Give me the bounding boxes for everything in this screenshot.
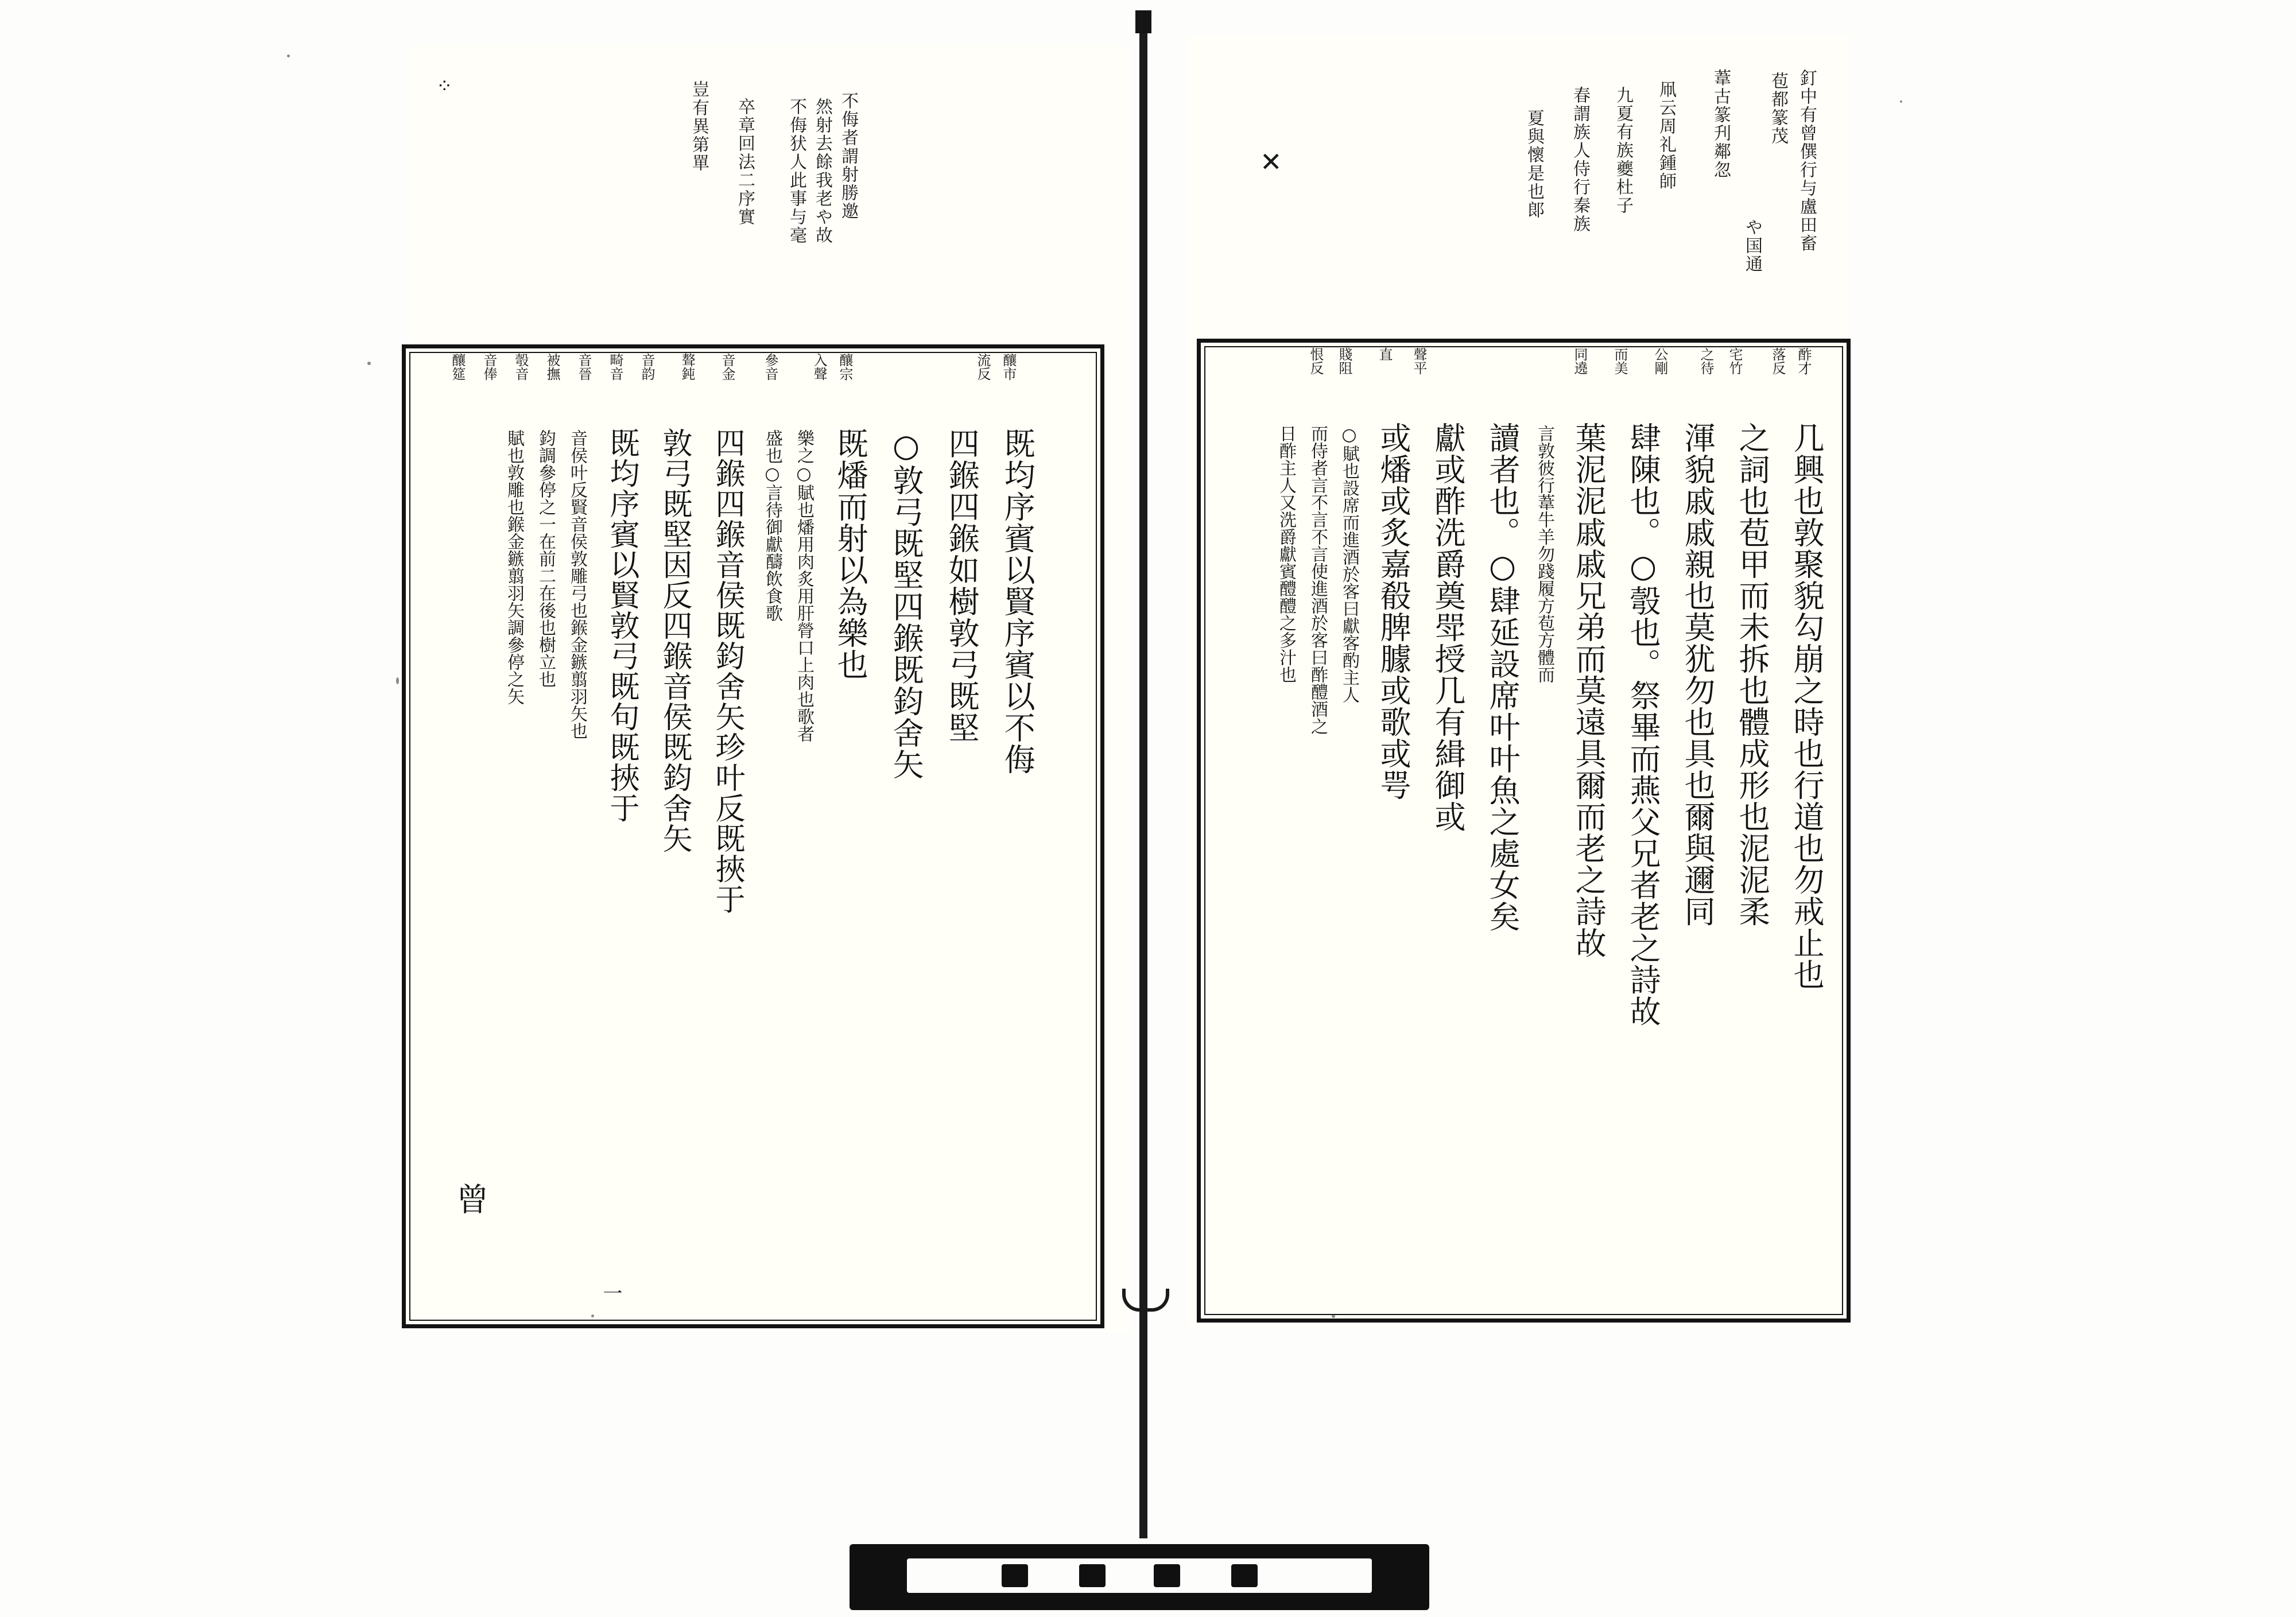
left-head-label-7: 聱鈍	[679, 353, 695, 381]
left-head-label-9: 畸音	[607, 353, 623, 381]
left-column-3: ○敦弓既堅四鍭既鈞舍矢	[888, 428, 925, 780]
left-head-label-2: 流反	[975, 353, 991, 381]
right-margin-note-6: 九夏有族夔杜子	[1613, 86, 1633, 215]
display-stand-base-inner	[907, 1558, 1372, 1593]
left-head-label-11: 被撫	[544, 353, 560, 381]
right-gloss-11: 而侍者言不言不言使進酒於客曰酢醴酒之	[1308, 425, 1328, 735]
left-margin-note-1: 不侮者謂射勝邀	[838, 92, 858, 220]
left-column-8: 敦弓既堅因反四鍭音侯既鈞舍矢	[657, 428, 692, 854]
right-head-label-7: 同遶	[1572, 347, 1588, 375]
right-head-label-3: 宅竹	[1727, 347, 1743, 375]
paper-speck	[367, 362, 371, 365]
base-slot-2	[1079, 1564, 1106, 1587]
base-slot-3	[1154, 1564, 1180, 1587]
right-margin-note-8: 夏與懷是也郞	[1524, 109, 1544, 219]
right-head-label-9: 直	[1376, 347, 1393, 361]
left-gloss-12: 賦也敦雕也鍭金鏃翦羽矢調參停之矢	[504, 429, 524, 705]
right-column-3: 渾貌戚戚親也莫犹勿也具也爾與邇同	[1680, 422, 1716, 927]
right-column-2: 之詞也苞甲而未拆也體成形也泥泥柔	[1734, 422, 1771, 927]
left-column-13: 曾	[451, 1182, 489, 1215]
left-column-7: 四鍭四鍭音侯既鈞舍矢珍叶反既挾于	[710, 428, 745, 914]
left-head-label-5: 參音	[762, 353, 778, 381]
right-head-label-1: 酢才	[1795, 347, 1812, 375]
left-head-label-13: 音俸	[481, 353, 497, 381]
right-head-label-8: 聲平	[1411, 347, 1427, 375]
paper-speck	[287, 55, 290, 57]
left-margin-note-3: 不侮犾人此事与毫	[786, 98, 806, 245]
display-stand-rod-cap	[1135, 10, 1151, 33]
left-head-label-12: 彀音	[513, 353, 529, 381]
right-gloss-6: 言敦彼行葦牛羊勿踐履方苞方體而	[1534, 425, 1554, 683]
right-margin-note-5: 凧云周礼鍾師	[1656, 80, 1676, 191]
paper-speck	[1900, 100, 1902, 103]
left-column-2: 四鍭四鍭如樹敦弓既堅	[944, 428, 980, 743]
left-gloss-11: 鈞調參停之一在前二在後也樹立也	[536, 429, 556, 688]
ink-mark-left-corner: ⁘	[436, 75, 453, 98]
right-column-8: 獻或酢洗爵奠斝授几有緝御或	[1430, 422, 1467, 832]
right-column-1: 几興也敦聚貌勾崩之時也行道也勿戒止也	[1789, 422, 1825, 990]
right-margin-note-3: や国通	[1742, 218, 1762, 273]
ink-mark-right-fold: ✕	[1260, 146, 1282, 177]
left-column-9: 既均序賓以賢敦弓既句既挾于	[604, 428, 639, 823]
base-slot-4	[1231, 1564, 1258, 1587]
right-head-label-4: 之待	[1698, 347, 1714, 375]
right-margin-note-2: 苞都篆茂	[1768, 72, 1788, 145]
right-gloss-12: 日酢主人又洗爵獻賓醴醴之多汁也	[1276, 425, 1296, 683]
left-gloss-6: 盛也○言待御獻醻飲食歌	[762, 429, 782, 622]
left-column-4: 既燔而射以為樂也	[832, 428, 869, 680]
right-column-5: 葉泥泥戚戚兄弟而莫遠具爾而老之詩故	[1570, 422, 1607, 959]
right-head-label-11: 恨反	[1308, 347, 1324, 375]
right-margin-note-1: 釘中有曾僎行与盧田畜	[1797, 69, 1817, 253]
paper-speck	[591, 1314, 594, 1317]
right-head-label-5: 公剛	[1652, 347, 1668, 375]
left-head-label-6: 音金	[719, 353, 735, 381]
left-margin-note-2: 然射去餘我老や故	[812, 98, 832, 245]
right-column-9: 或燔或炙嘉殽脾臄或歌或咢	[1375, 422, 1412, 801]
left-head-label-10: 音晉	[576, 353, 592, 381]
right-gloss-10: ○賦也設席而進酒於客曰獻客酌主人	[1339, 425, 1359, 703]
base-slot-1	[1002, 1564, 1028, 1587]
left-column-1: 既均序賓以賢序賓以不侮	[999, 428, 1036, 775]
right-margin-note-4: 葦古篆刋鄰忽	[1711, 69, 1731, 179]
paper-speck	[1332, 1314, 1335, 1318]
right-head-label-6: 而美	[1612, 347, 1628, 375]
left-head-label-3: 釀宗	[837, 353, 853, 381]
left-head-label-1: 釀市	[1000, 353, 1017, 381]
right-head-label-10: 賤阻	[1336, 347, 1352, 375]
left-gloss-10: 音侯叶反賢音侯敦雕弓也鍭金鏃翦羽矢也	[567, 429, 587, 739]
right-head-label-2: 落反	[1770, 347, 1786, 375]
right-column-4: 肆陳也。○彀也。祭畢而燕父兄者老之詩故	[1625, 422, 1662, 1027]
right-margin-note-7: 春謂族人侍行秦族	[1570, 86, 1590, 233]
paper-speck	[396, 677, 399, 684]
left-head-label-8: 音韵	[639, 353, 655, 381]
left-page-foot-mark: 一	[599, 1283, 622, 1302]
display-stand-clip	[1122, 1289, 1169, 1312]
left-head-label-4: 入聲	[811, 353, 827, 381]
left-margin-note-5: 豈有異第單	[689, 80, 709, 172]
right-column-7: 讀者也。○肆延設席叶叶魚之處女矣	[1484, 422, 1521, 932]
left-margin-note-4: 卒章回法二序實	[735, 98, 755, 226]
left-head-label-14: 釀筵	[449, 353, 466, 381]
left-gloss-5: 樂之○賦也燔用肉炙用肝膋口上肉也歌者	[794, 429, 814, 742]
